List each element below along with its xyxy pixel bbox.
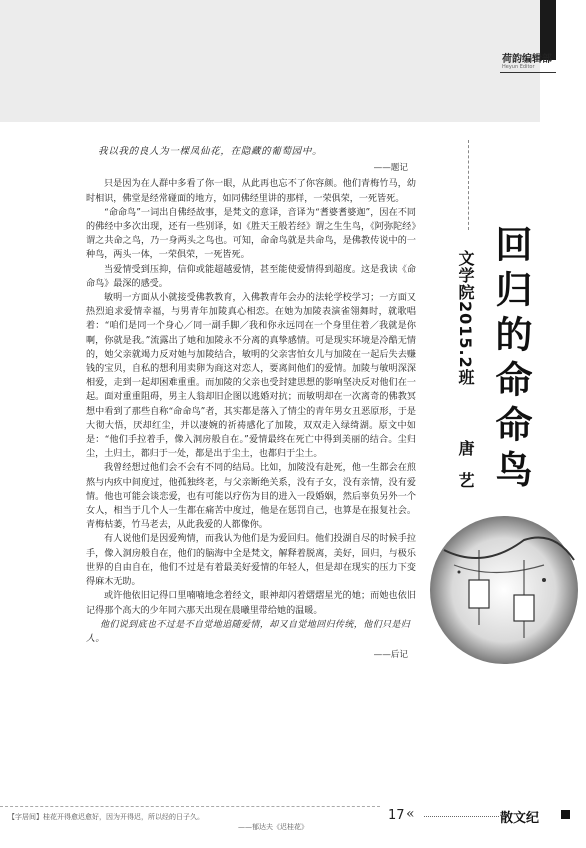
footer-quote: [8, 812, 308, 832]
footer-divider: [0, 806, 380, 807]
epilogue-signature: ——后记: [373, 650, 408, 661]
footer-dotted-line: [424, 816, 499, 817]
author-affiliation: 文学院2015.2班: [456, 250, 475, 386]
section-name: 散文纪: [500, 811, 540, 826]
article-title: 回归的命命鸟: [489, 225, 532, 495]
page-number: 17: [388, 808, 405, 823]
epilogue: 他们说到底也不过是不自觉地追随爱情，却又自觉地回归传统，他们只是归人。: [86, 619, 411, 644]
paragraph: 我曾经想过他们会不会有不同的结局。比如，加陵没有赴死，他一生都会在煎熬与内疚中间度过，他孤独终老，与父亲断绝关系，没有子女，没有亲情，没有爱情。他也可能会谈恋爱，也有可能以疗伤为目的进入一段婚姻，然后辜负另外一个女人，相当于几个人一生都在痛苦中度过，他是在惩罚自己，也算是在报复社会。青梅枯萎，竹马老去，从此我爱的人都像你。: [86, 463, 416, 531]
paragraph: “命命鸟”一词出自佛经故事，是梵文的意译，音译为“耆婆耆婆迦”，因在不同的佛经中多次出现，还有一些别译，如《胜天王般若经》谓之生生鸟，《阿弥陀经》谓之共命之鸟，乃一身两头之鸟也。可知，命命鸟就是共命鸟，是佛教传说中的一种鸟，两头一体，一荣俱荣，一死皆死。: [86, 207, 416, 261]
paragraph: 或许他依旧记得口里喃喃地念着经文，眼神却闪着熠熠星光的她；而她也依旧记得那个高大的少年同六那天出现在晨曦里带给她的温暖。: [86, 591, 416, 616]
epigraph: 我以我的良人为一棵凤仙花，在隐藏的葡萄园中。: [98, 146, 323, 157]
lantern-ink-illustration: [424, 510, 584, 670]
end-square-icon: [561, 810, 570, 819]
paragraph: 只是因为在人群中多看了你一眼，从此再也忘不了你容颜。他们青梅竹马，幼时相识，佛堂是经常碰面的地方，如同佛经里讲的那样，一荣俱荣，一死皆死。: [86, 179, 416, 204]
paragraph: 敏明一方面从小就接受佛教教育，入佛教青年会办的法轮学校学习；一方面又热烈追求爱情幸福，与男青年加陵真心相恋。在她为加陵表演雀翎舞时，就歌唱着：“咱们是同一个身心／同一副手脚／我和你永远同在一个身里住着／我就是你啊，你就是我。”流露出了她和加陵永不分离的真挚感情。可是现实环境是冷酷无情的，她父亲就竭力反对她与加陵结合，敏明的父亲害怕女儿与加陵在一起后失去赚钱的宝贝，自私的想利用卖卵为商这对恋人，要离间他们的爱情。加陵与敏明深深相爱，走到一起却困难重重。而加陵的父亲也受封建思想的影响坚决反对他们在一起。面对重重阻碍，男主人翁却旧企图以逃婚对抗；而敏明却在一次离奇的佛教冥想中看到了那些自称“命命鸟”者，其实都是落入了情尘的青年男女丑恶原形，于是大彻大悟，厌却红尘，并以凄婉的祈祷感化了加陵，双双走入绿绮湖。原文中如是：“他们手拉着手，像入洞房般自在。”爱情最终在死亡中得到美丽的结合。尘归尘，土归土，都归于一处，都是出于尘土，也都归于尘土。: [86, 293, 416, 460]
epigraph-signature: ——题记: [373, 163, 408, 174]
paragraph: 有人说他们是因爱殉情，而我认为他们是为爱回归。他们投湖自尽的时候手拉手，像入洞房般自在，他们的脑海中全是梵文，解释着脱离，美好，回归，与极乐世界的自由自在，他们不过是有着最美好爱情的年轻人，但是却在现实的压力下变得麻木无助。: [86, 534, 416, 588]
header-band: [0, 0, 540, 122]
decorative-dashed-line: [468, 140, 470, 230]
footer-quote-source: ——郁达夫《迟桂花》: [238, 823, 308, 831]
column-divider: [500, 72, 556, 73]
footer-quote-line: 【字居间】桂花开得愈迟愈好，因为开得迟，所以经的日子久。: [8, 813, 204, 821]
column-label-english: Heyun Editor: [502, 64, 535, 70]
page-arrow-icon: «: [406, 806, 415, 822]
column-label: 荷韵编辑部: [502, 54, 552, 65]
author-name: 唐艺: [456, 440, 475, 504]
article-body: [86, 145, 416, 664]
paragraph: 当爱情受到压抑，信仰或能超越爱情，甚至能使爱情得到超度。这是我读《命命鸟》最深的感受。: [86, 264, 416, 289]
